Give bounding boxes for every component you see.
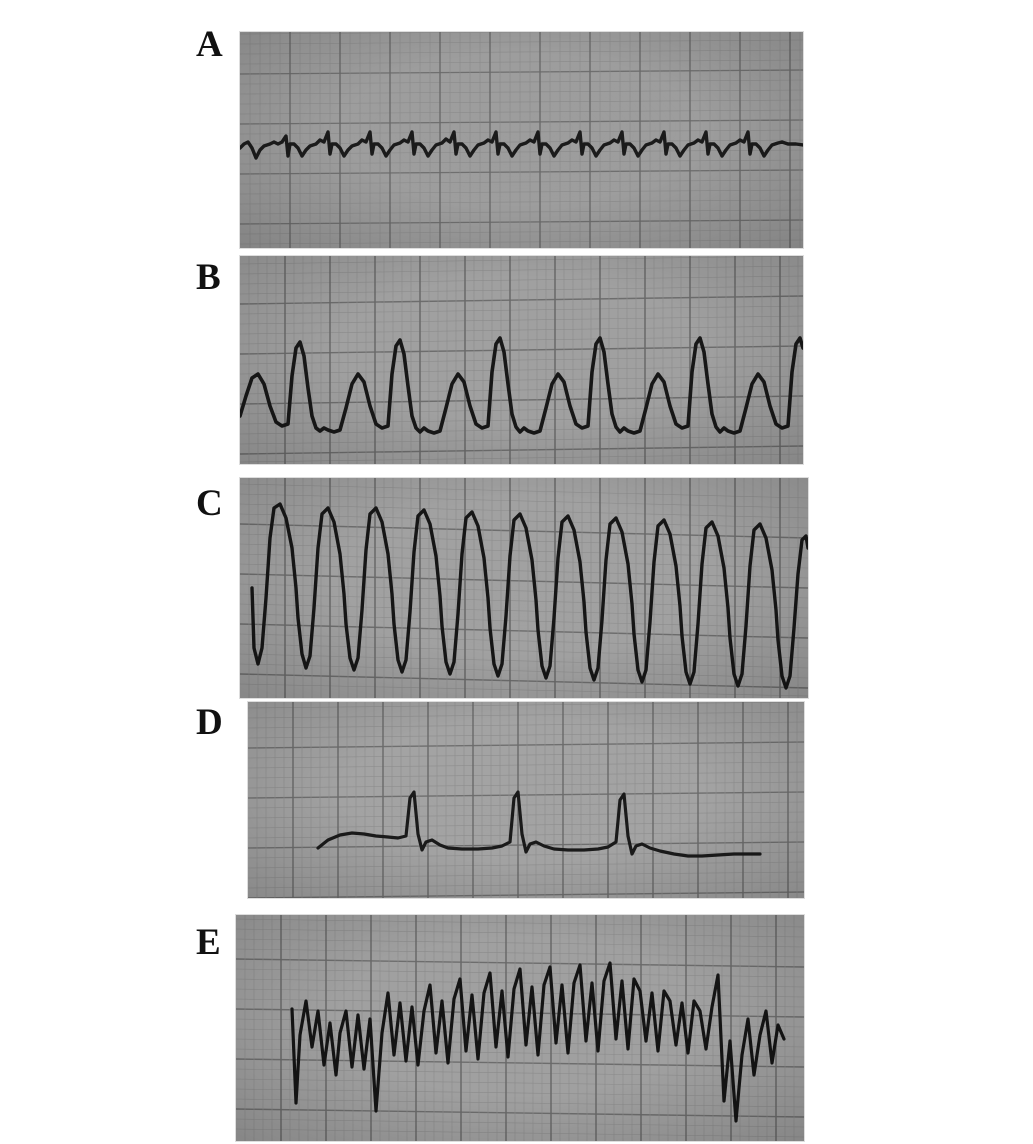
ecg-trace-e xyxy=(236,915,804,1141)
ecg-trace-b xyxy=(240,256,803,464)
panel-d xyxy=(0,698,1033,910)
ecg-strip-c xyxy=(240,478,808,698)
panel-label-b: B xyxy=(196,257,221,298)
panel-a xyxy=(0,0,1033,250)
ecg-trace-d xyxy=(248,702,804,898)
ecg-trace-a xyxy=(240,32,803,248)
panel-b xyxy=(0,250,1033,468)
ecg-strip-e xyxy=(236,915,804,1141)
panel-c xyxy=(0,468,1033,698)
panel-label-d: D xyxy=(196,702,223,743)
ecg-strip-a xyxy=(240,32,803,248)
panel-label-c: C xyxy=(196,483,223,524)
ecg-strip-b xyxy=(240,256,803,464)
panel-label-a: A xyxy=(196,24,223,65)
ecg-strip-d xyxy=(248,702,804,898)
panel-e xyxy=(0,910,1033,1144)
ecg-trace-c xyxy=(240,478,808,698)
panel-label-e: E xyxy=(196,922,221,963)
